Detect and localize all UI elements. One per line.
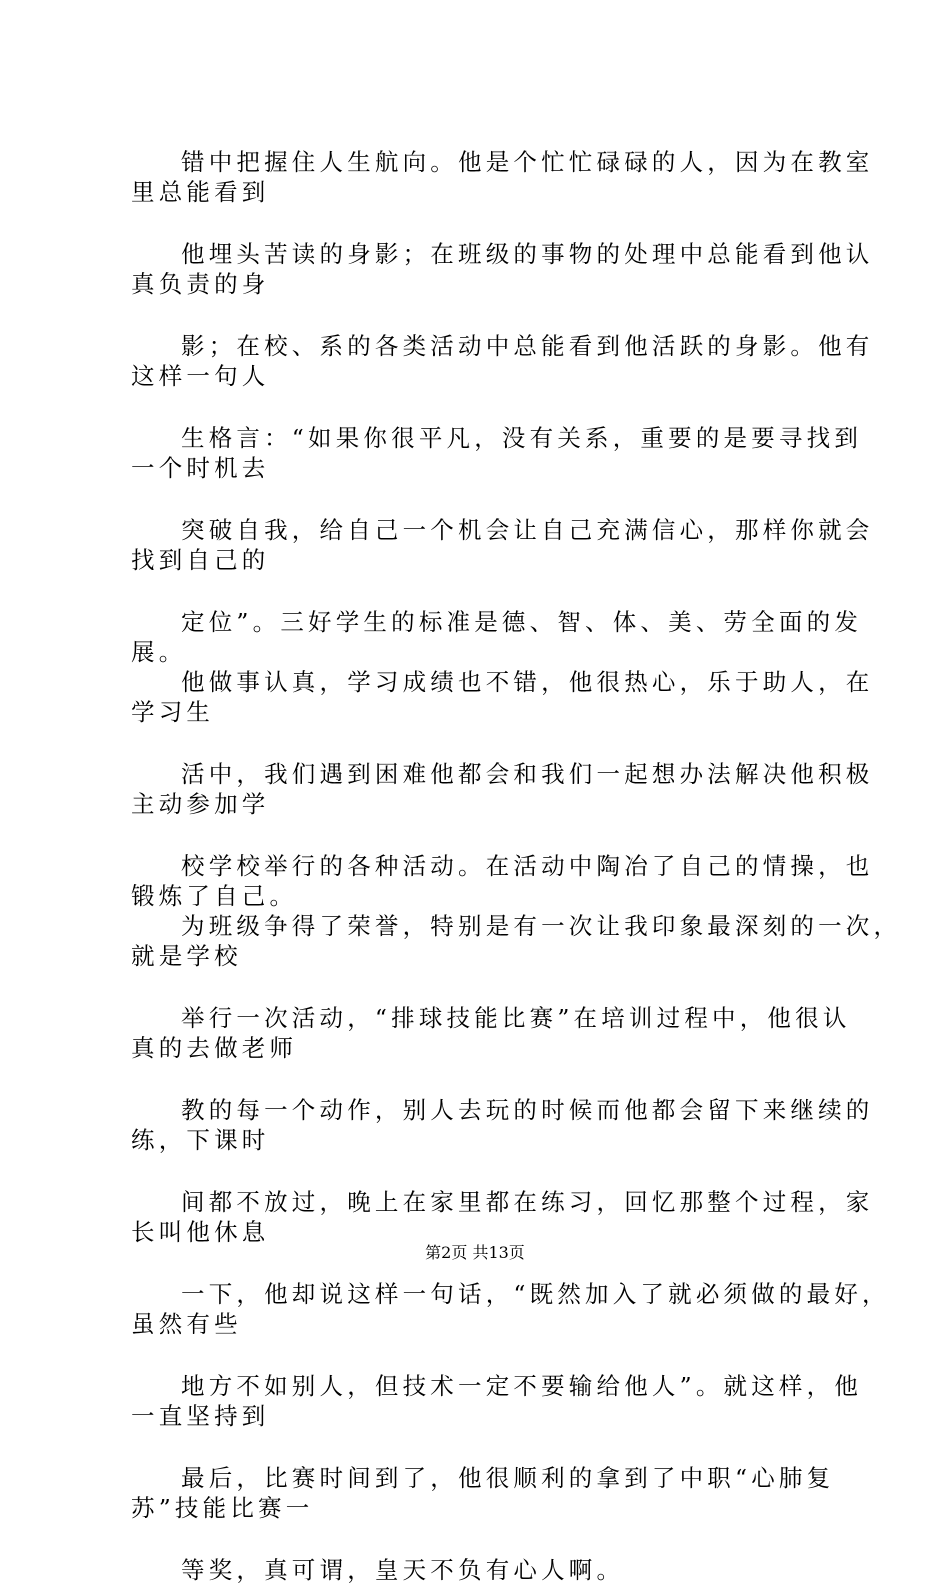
body-text (131, 147, 902, 1585)
text-line: 主动参加学 (131, 790, 270, 818)
text-line: 虽然有些 (131, 1310, 242, 1338)
text-line: 真的去做老师 (131, 1034, 298, 1062)
text-line: 一直坚持到 (131, 1402, 270, 1430)
text-line: 找到自己的 (131, 546, 270, 574)
page-footer: 第2页 共13页 (425, 1243, 525, 1262)
text-line: 学习生 (131, 698, 215, 726)
text-line: 苏”技能比赛一 (131, 1494, 314, 1522)
text-line: 突破自我，给自己一个机会让自己充满信心，那样你就会 (181, 516, 874, 544)
text-line: 长叫他休息 (131, 1218, 270, 1246)
text-line: 练，下课时 (131, 1126, 270, 1154)
text-line: 校学校举行的各种活动。在活动中陶冶了自己的情操，也 (181, 852, 874, 880)
text-line: 生格言：“如果你很平凡，没有关系，重要的是要寻找到 (181, 424, 863, 452)
text-line: 里总能看到 (131, 178, 270, 206)
text-line: 影；在校、系的各类活动中总能看到他活跃的身影。他有 (181, 332, 874, 360)
text-line: 定位”。三好学生的标准是德、智、体、美、劳全面的发 (181, 608, 863, 636)
text-line: 这样一句人 (131, 362, 270, 390)
text-line: 错中把握住人生航向。他是个忙忙碌碌的人，因为在教室 (181, 148, 874, 176)
text-line: 最后，比赛时间到了，他很顺利的拿到了中职“心肺复 (181, 1464, 835, 1492)
text-line: 就是学校 (131, 942, 242, 970)
text-line: 他做事认真，学习成绩也不错，他很热心，乐于助人，在 (181, 668, 874, 696)
text-line: 展。 (131, 638, 187, 666)
text-line: 举行一次活动，“排球技能比赛”在培训过程中，他很认 (181, 1004, 851, 1032)
text-line: 真负责的身 (131, 270, 270, 298)
text-line: 间都不放过，晚上在家里都在练习，回忆那整个过程，家 (181, 1188, 874, 1216)
text-line: 活中，我们遇到困难他都会和我们一起想办法解决他积极 (181, 760, 874, 788)
text-line: 教的每一个动作，别人去玩的时候而他都会留下来继续的 (181, 1096, 874, 1124)
text-line: 他埋头苦读的身影；在班级的事物的处理中总能看到他认 (181, 240, 874, 268)
text-line: 一下，他却说这样一句话，“既然加入了就必须做的最好， (181, 1280, 890, 1308)
text-line: 一个时机去 (131, 454, 270, 482)
text-line: 为班级争得了荣誉，特别是有一次让我印象最深刻的一次， (181, 912, 902, 940)
text-line-last: 等奖，真可谓，皇天不负有心人啊。 (181, 1556, 625, 1584)
text-line: 锻炼了自己。 (131, 882, 298, 910)
text-line: 地方不如别人，但技术一定不要输给他人”。就这样，他 (181, 1372, 863, 1400)
